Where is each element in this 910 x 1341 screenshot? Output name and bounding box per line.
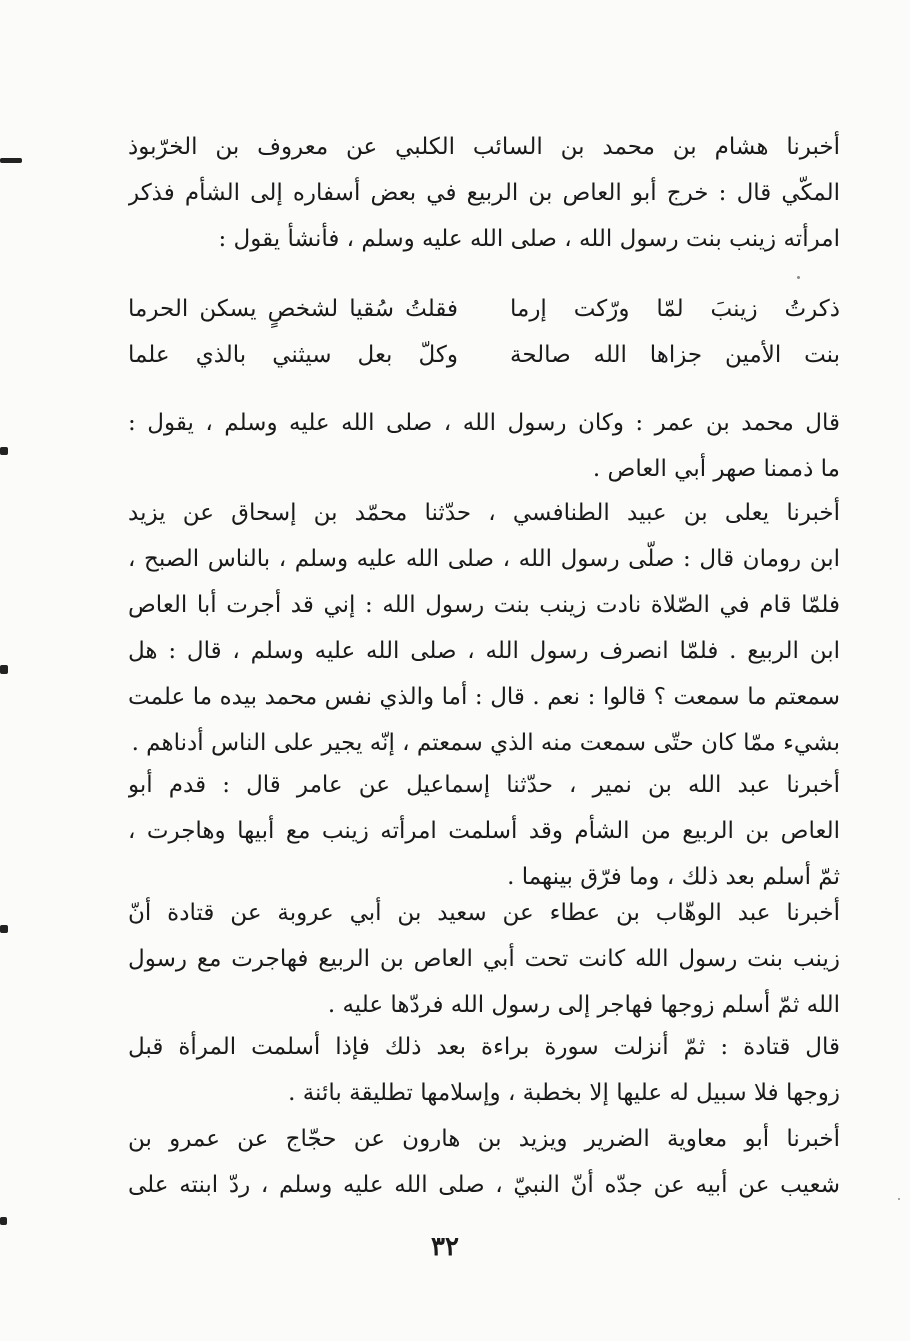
text-line: أخبرنا عبد الله بن نمير ، حدّثنا إسماعيل عن عامر قال : قدم أبو xyxy=(128,772,840,798)
text-line: سمعتم ما سمعت ؟ قالوا : نعم . قال : أما والذي نفس محمد بيده ما علمت xyxy=(128,684,840,710)
paragraph-abd-al-wahhab xyxy=(128,890,840,1028)
poem-verse xyxy=(128,286,840,332)
text-line: قال قتادة : ثمّ أنزلت سورة براءة بعد ذلك فإذا أسلمت المرأة قبل xyxy=(128,1034,840,1060)
text-line: المكّي قال : خرج أبو العاص بن الربيع في بعض أسفاره إلى الشأم فذكر xyxy=(128,180,840,206)
paragraph-muhammad-ibn-umar xyxy=(128,400,840,492)
poem-verse xyxy=(128,332,840,378)
margin-scan-mark xyxy=(0,665,8,674)
text-line: أخبرنا عبد الوهّاب بن عطاء عن سعيد بن أبي عروبة عن قتادة أنّ xyxy=(128,900,840,926)
paragraph-yala-narration xyxy=(128,490,840,766)
text-line: ما ذممنا صهر أبي العاص . xyxy=(592,456,840,482)
paragraph-hisham-narration xyxy=(128,124,840,262)
text-line: فلمّا قام في الصّلاة نادت زينب بنت رسول الله : إني قد أجرت أبا العاص xyxy=(128,592,840,618)
text-line: زينب بنت رسول الله كانت تحت أبي العاص بن الربيع فهاجرت مع رسول xyxy=(128,946,840,972)
text-line: ابن الربيع . فلمّا انصرف رسول الله ، صلى الله عليه وسلم ، قال : هل xyxy=(128,638,840,664)
text-line: العاص بن الربيع من الشأم وقد أسلمت امرأته زينب مع أبيها وهاجرت ، xyxy=(128,818,840,844)
text-line: بشيء ممّا كان حتّى سمعت منه الذي سمعتم ، إنّه يجير على الناس أدناهم . xyxy=(131,730,840,756)
page-number: ٣٢ xyxy=(431,1232,459,1262)
margin-scan-mark xyxy=(0,447,8,455)
text-line: امرأته زينب بنت رسول الله ، صلى الله عليه وسلم ، فأنشأ يقول : xyxy=(218,226,840,252)
text-line: زوجها فلا سبيل له عليها إلا بخطبة ، وإسلامها تطليقة بائنة . xyxy=(288,1080,840,1106)
text-line: ابن رومان قال : صلّى رسول الله ، صلى الله عليه وسلم ، بالناس الصبح ، xyxy=(128,546,840,572)
paragraph-abu-muawiya xyxy=(128,1116,840,1208)
poem-second-hemistich: وكلّ بعل سيثني بالذي علما xyxy=(128,342,458,368)
margin-scan-mark xyxy=(0,925,8,933)
margin-scan-mark xyxy=(0,158,22,163)
text-line: شعيب عن أبيه عن جدّه أنّ النبيّ ، صلى الله عليه وسلم ، ردّ ابنته على xyxy=(128,1172,840,1198)
text-line: الله ثمّ أسلم زوجها فهاجر إلى رسول الله فردّها عليه . xyxy=(327,992,840,1018)
text-line: أخبرنا هشام بن محمد بن السائب الكلبي عن معروف بن الخرّبوذ xyxy=(128,134,840,160)
margin-scan-mark xyxy=(0,1217,7,1225)
poem-second-hemistich: فقلتُ سُقيا لشخصٍ يسكن الحرما xyxy=(128,296,458,322)
text-line: أخبرنا أبو معاوية الضرير ويزيد بن هارون عن حجّاج عن عمرو بن xyxy=(128,1126,840,1152)
text-line: أخبرنا يعلى بن عبيد الطنافسي ، حدّثنا محمّد بن إسحاق عن يزيد xyxy=(128,500,840,526)
poem xyxy=(128,286,840,378)
poem-first-hemistich: ذكرتُ زينبَ لمّا ورّكت إرما xyxy=(510,296,840,322)
paragraph-qatada xyxy=(128,1024,840,1116)
paragraph-abdullah-ibn-numayr xyxy=(128,762,840,900)
paper-speck xyxy=(898,1198,900,1200)
text-line: قال محمد بن عمر : وكان رسول الله ، صلى الله عليه وسلم ، يقول : xyxy=(128,410,840,436)
poem-first-hemistich: بنت الأمين جزاها الله صالحة xyxy=(510,342,840,368)
paper-speck xyxy=(797,276,800,279)
text-line: ثمّ أسلم بعد ذلك ، وما فرّق بينهما . xyxy=(507,864,840,890)
